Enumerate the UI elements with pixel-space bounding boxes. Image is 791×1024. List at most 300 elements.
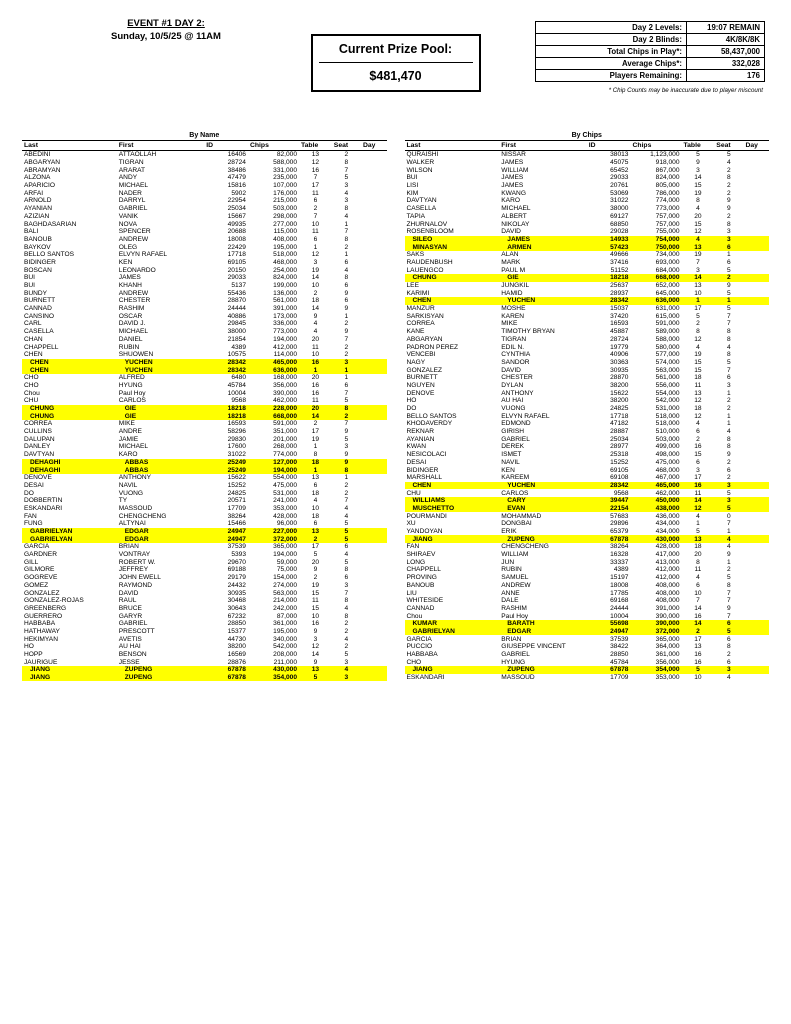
cell-day xyxy=(743,213,769,221)
cell-first: RAYMOND xyxy=(118,581,152,589)
cell-last: MANZUR xyxy=(406,305,435,313)
cell-chips: 556,000 xyxy=(655,381,680,389)
cell-day xyxy=(361,274,387,282)
cell-last: ARFAI xyxy=(24,189,44,197)
cell-seat: 7 xyxy=(344,228,349,236)
cell-table: 11 xyxy=(311,228,319,236)
cell-chips: 518,000 xyxy=(655,420,680,428)
table-row xyxy=(22,474,387,482)
cell-day xyxy=(361,489,387,497)
cell-last: DOBBERTIN xyxy=(24,497,63,505)
cell-chips: 364,000 xyxy=(655,643,680,651)
cell-day xyxy=(361,666,387,674)
cell-last: CHU xyxy=(406,489,421,497)
cell-day xyxy=(743,282,769,290)
cell-table: 7 xyxy=(313,174,318,182)
cell-chips: 417,000 xyxy=(655,551,680,559)
cell-id: 38264 xyxy=(227,512,246,520)
cell-chips: 450,000 xyxy=(630,497,681,505)
cell-day xyxy=(743,236,769,244)
cell-last: GABRIELYAN xyxy=(405,628,500,636)
cell-id: 24947 xyxy=(204,528,248,536)
cell-seat: 5 xyxy=(344,397,349,405)
table-row xyxy=(405,466,770,474)
cell-id: 16328 xyxy=(610,551,629,559)
table-row xyxy=(22,489,387,497)
table-row xyxy=(22,274,387,282)
cell-last: XU xyxy=(406,520,416,528)
cell-chips: 195,000 xyxy=(273,627,297,635)
cell-first: GARYR xyxy=(118,612,143,620)
cell-chips: 434,000 xyxy=(655,528,680,536)
cell-first: TIGRAN xyxy=(118,159,144,167)
cell-id: 38000 xyxy=(227,328,246,336)
cell-first: ANDY xyxy=(118,174,138,182)
cell-day xyxy=(743,574,769,582)
table-row xyxy=(405,166,770,174)
cell-id: 30935 xyxy=(610,366,629,374)
cell-last: WILSON xyxy=(406,166,433,174)
cell-id: 31022 xyxy=(610,197,629,205)
cell-seat: 4 xyxy=(344,189,349,197)
cell-chips: 390,000 xyxy=(273,389,297,397)
cell-day xyxy=(743,512,769,520)
cell-day xyxy=(361,605,387,613)
cell-last: GARCIA xyxy=(24,543,50,551)
table-row xyxy=(22,397,387,405)
cell-last: NAGY xyxy=(406,358,426,366)
cell-day xyxy=(361,497,387,505)
cell-chips: 636,000 xyxy=(630,297,681,305)
cell-chips: 412,000 xyxy=(655,574,680,582)
cell-last: CARL xyxy=(24,320,42,328)
table-row xyxy=(405,236,770,244)
table-row xyxy=(22,289,387,297)
event-title-line1: EVENT #1 DAY 2: xyxy=(127,18,205,29)
cell-seat: 3 xyxy=(714,666,743,674)
cell-seat: 6 xyxy=(344,282,349,290)
cell-table: 19 xyxy=(311,581,320,589)
info-value: 58,437,000 xyxy=(687,46,765,58)
cell-table: 16 xyxy=(311,166,320,174)
cell-seat: 2 xyxy=(332,412,361,420)
cell-chips: 408,000 xyxy=(655,581,680,589)
cell-table: 8 xyxy=(696,197,700,205)
cell-day xyxy=(361,213,387,221)
cell-chips: 430,000 xyxy=(630,535,681,543)
cell-table: 15 xyxy=(694,220,702,228)
cell-table: 10 xyxy=(311,282,320,290)
cell-last: NESICOLACI xyxy=(406,451,447,459)
cell-seat: 8 xyxy=(332,466,361,474)
cell-first: JAMES xyxy=(501,182,524,190)
cell-seat: 6 xyxy=(344,543,349,551)
info-label: Day 2 Levels: xyxy=(536,22,687,34)
cell-first: GABRIEL xyxy=(118,620,148,628)
cell-first: RAUL xyxy=(118,597,137,605)
cell-day xyxy=(361,628,387,636)
table-row xyxy=(405,220,770,228)
cell-seat: 7 xyxy=(727,312,731,320)
cell-id: 15197 xyxy=(610,574,629,582)
cell-first: DYLAN xyxy=(501,381,524,389)
cell-chips: 436,000 xyxy=(655,512,680,520)
cell-id: 55436 xyxy=(227,289,246,297)
cell-first: ERIK xyxy=(501,528,517,536)
cell-first: CHESTER xyxy=(118,297,151,305)
cell-last: VENCEBI xyxy=(406,351,436,359)
cell-table: 2 xyxy=(299,535,332,543)
cell-last: DO xyxy=(24,489,34,497)
cell-chips: 668,000 xyxy=(630,274,681,282)
cell-last: GARDNER xyxy=(24,551,57,559)
cell-last: GOMEZ xyxy=(24,581,49,589)
cell-first: SANDOR xyxy=(501,358,530,366)
cell-last: BOSCAN xyxy=(24,266,52,274)
cell-first: GIE xyxy=(117,412,204,420)
cell-day xyxy=(743,451,769,459)
cell-first: KAREEM xyxy=(501,474,530,482)
cell-id: 17600 xyxy=(227,443,246,451)
table-row xyxy=(405,374,770,382)
table-row xyxy=(22,620,387,628)
cell-last: WILLIAMS xyxy=(405,497,500,505)
event-title-line2: Sunday, 10/5/25 @ 11AM xyxy=(111,30,221,42)
cell-id: 38486 xyxy=(227,166,246,174)
cell-id: 31022 xyxy=(227,451,246,459)
table-row xyxy=(22,266,387,274)
cell-seat: 8 xyxy=(727,435,731,443)
cell-first: JAMES xyxy=(499,236,586,244)
table-row xyxy=(405,451,770,459)
cell-day xyxy=(361,528,387,536)
cell-day xyxy=(361,428,387,436)
cell-id: 25637 xyxy=(610,282,629,290)
cell-table: 3 xyxy=(696,166,700,174)
cell-last: BUI xyxy=(406,174,418,182)
cell-seat: 9 xyxy=(344,328,349,336)
cell-chips: 615,000 xyxy=(655,312,680,320)
cell-id: 37420 xyxy=(610,312,629,320)
table-row xyxy=(405,282,770,290)
cell-last: KHODAVERDY xyxy=(406,420,453,428)
cell-last: BUI xyxy=(24,274,35,282)
cell-first: ZUPENG xyxy=(499,535,586,543)
cell-chips: 468,000 xyxy=(655,466,680,474)
cell-seat: 9 xyxy=(727,205,731,213)
cell-table: 8 xyxy=(696,558,700,566)
cell-last: PROVING xyxy=(406,574,437,582)
cell-last: GONZALEZ-ROJAS xyxy=(24,597,84,605)
cell-table: 20 xyxy=(694,212,702,220)
cell-last: CHU xyxy=(24,397,39,405)
cell-day xyxy=(361,151,387,159)
cell-chips: 201,000 xyxy=(273,435,297,443)
cell-last: CHAN xyxy=(24,335,43,343)
cell-day xyxy=(743,482,769,490)
cell-last: MARSHALL xyxy=(406,474,443,482)
cell-id: 22154 xyxy=(587,505,631,513)
cell-day xyxy=(361,459,387,467)
cell-last: GUERRERO xyxy=(24,612,63,620)
cell-day xyxy=(743,274,769,282)
cell-first: ISMET xyxy=(501,451,522,459)
cell-last: ABRAMYAN xyxy=(24,166,61,174)
table-row xyxy=(22,605,387,613)
cell-id: 28342 xyxy=(204,366,248,374)
cell-table: 10 xyxy=(311,220,320,228)
cell-id: 29845 xyxy=(227,320,246,328)
cell-chips: 561,000 xyxy=(655,374,680,382)
table-row xyxy=(22,528,387,536)
cell-last: DENOVE xyxy=(406,389,435,397)
cell-seat: 2 xyxy=(727,189,731,197)
cell-table: 14 xyxy=(694,604,702,612)
table-row xyxy=(405,197,770,205)
cell-chips: 428,000 xyxy=(273,512,297,520)
cell-last: ROSENBLOOM xyxy=(406,228,454,236)
cell-seat: 1 xyxy=(332,366,361,374)
cell-last: CANNAD xyxy=(24,305,52,313)
cell-chips: 87,000 xyxy=(276,612,297,620)
cell-id: 65379 xyxy=(610,528,629,536)
cell-id: 17718 xyxy=(227,251,246,259)
cell-id: 21854 xyxy=(227,335,246,343)
cell-first: MIKE xyxy=(118,420,135,428)
cell-table: 6 xyxy=(696,428,700,436)
cell-id: 29830 xyxy=(227,435,246,443)
cell-chips: 242,000 xyxy=(273,604,297,612)
table-row xyxy=(405,666,770,674)
cell-day xyxy=(743,474,769,482)
cell-first: VONTRAY xyxy=(118,551,151,559)
cell-seat: 1 xyxy=(727,251,731,259)
table-row xyxy=(405,658,770,666)
cell-last: DEHAGHI xyxy=(22,466,117,474)
cell-id: 5137 xyxy=(231,282,246,290)
cell-chips: 215,000 xyxy=(273,197,297,205)
info-row-average-chips xyxy=(536,58,765,70)
cell-seat: 1 xyxy=(714,297,743,305)
cell-chips: 340,000 xyxy=(273,635,297,643)
cell-day xyxy=(361,520,387,528)
table-row xyxy=(22,628,387,636)
cell-day xyxy=(361,482,387,490)
cell-last: KWAN xyxy=(406,443,427,451)
cell-first: JUN xyxy=(501,558,515,566)
info-label: Players Remaining: xyxy=(536,70,687,82)
cell-first: MOSHE xyxy=(501,305,526,313)
cell-day xyxy=(743,674,769,682)
table-row xyxy=(405,405,770,413)
cell-id: 38200 xyxy=(227,643,246,651)
cell-last: YANDOYAN xyxy=(406,528,443,536)
cell-day xyxy=(743,428,769,436)
cell-table: 13 xyxy=(694,389,702,397)
table-row xyxy=(405,151,770,159)
cell-first: SPENCER xyxy=(118,228,151,236)
cell-chips: 176,000 xyxy=(273,189,297,197)
cell-chips: 82,000 xyxy=(276,151,297,159)
cell-first: NISSAR xyxy=(501,151,526,159)
header-day: Day xyxy=(361,141,387,151)
table-row xyxy=(405,435,770,443)
cell-table: 14 xyxy=(682,497,715,505)
cell-chips: 365,000 xyxy=(655,635,680,643)
table-row xyxy=(22,182,387,190)
cell-chips: 430,000 xyxy=(248,666,299,674)
cell-last: LISI xyxy=(406,182,419,190)
cell-day xyxy=(361,582,387,590)
cell-day xyxy=(743,182,769,190)
cell-table: 5 xyxy=(313,551,318,559)
cell-day xyxy=(743,336,769,344)
cell-day xyxy=(361,351,387,359)
cell-last: BIDINGER xyxy=(24,258,56,266)
cell-day xyxy=(743,297,769,305)
cell-chips: 194,000 xyxy=(273,335,297,343)
cell-seat: 9 xyxy=(727,197,731,205)
table-row xyxy=(405,412,770,420)
table-row xyxy=(405,482,770,490)
cell-day xyxy=(361,305,387,313)
cell-first: ATTAOLLAH xyxy=(118,151,157,159)
cell-day xyxy=(361,412,387,420)
cell-last: BELLO SANTOS xyxy=(406,412,457,420)
table-row xyxy=(405,428,770,436)
table-row xyxy=(22,197,387,205)
cell-chips: 331,000 xyxy=(273,166,297,174)
cell-seat: 8 xyxy=(727,174,731,182)
cell-id: 47182 xyxy=(610,420,629,428)
cell-day xyxy=(743,220,769,228)
cell-first: BRIAN xyxy=(501,635,522,643)
by-name-column xyxy=(22,132,387,681)
cell-day xyxy=(361,289,387,297)
cell-seat: 8 xyxy=(344,612,349,620)
cell-id: 25034 xyxy=(227,205,246,213)
cell-first: ALBERT xyxy=(501,212,527,220)
cell-table: 2 xyxy=(696,320,700,328)
cell-id: 28724 xyxy=(610,335,629,343)
cell-day xyxy=(743,582,769,590)
cell-seat: 3 xyxy=(727,381,731,389)
by-name-body xyxy=(22,151,387,682)
cell-last: HOPP xyxy=(24,651,43,659)
cell-table: 2 xyxy=(313,205,318,213)
cell-day xyxy=(743,466,769,474)
table-row xyxy=(22,658,387,666)
cell-day xyxy=(743,443,769,451)
cell-chips: 208,000 xyxy=(273,651,297,659)
cell-chips: 107,000 xyxy=(273,182,297,190)
cell-id: 49666 xyxy=(610,251,629,259)
cell-first: SHUOWEN xyxy=(118,351,154,359)
cell-day xyxy=(361,612,387,620)
cell-first: GABRIEL xyxy=(118,205,148,213)
table-row xyxy=(22,389,387,397)
cell-table: 19 xyxy=(694,351,702,359)
cell-first: YUCHEN xyxy=(117,366,204,374)
table-row xyxy=(22,220,387,228)
cell-chips: 773,000 xyxy=(273,328,297,336)
cell-seat: 6 xyxy=(727,374,731,382)
cell-seat: 4 xyxy=(344,512,349,520)
cell-last: ARNOLD xyxy=(24,197,52,205)
table-row xyxy=(22,428,387,436)
table-row xyxy=(22,251,387,259)
chip-count-disclaimer: * Chip Counts may be inaccurate due to player miscount xyxy=(608,87,763,94)
table-row xyxy=(22,359,387,367)
info-value: 176 xyxy=(687,70,765,82)
cell-seat: 2 xyxy=(727,474,731,482)
cell-chips: 390,000 xyxy=(655,612,680,620)
cell-seat: 5 xyxy=(344,174,349,182)
cell-id: 16593 xyxy=(227,420,246,428)
cell-id: 57423 xyxy=(587,243,631,251)
cell-id: 22954 xyxy=(227,197,246,205)
cell-table: 13 xyxy=(682,535,715,543)
cell-seat: 0 xyxy=(727,512,731,520)
table-row xyxy=(405,674,770,682)
cell-first: KHANH xyxy=(118,282,142,290)
cell-first: BENSON xyxy=(118,651,147,659)
cell-id: 37416 xyxy=(610,258,629,266)
cell-first: JAMES xyxy=(501,174,524,182)
cell-last: GILMORE xyxy=(24,566,55,574)
cell-first: MARK xyxy=(501,258,521,266)
table-row xyxy=(22,236,387,244)
cell-seat: 6 xyxy=(727,635,731,643)
cell-day xyxy=(743,312,769,320)
cell-first: JAMES xyxy=(118,274,141,282)
cell-table: 4 xyxy=(313,497,318,505)
table-row xyxy=(405,551,770,559)
cell-last: POURMANDI xyxy=(406,512,447,520)
cell-chips: 351,000 xyxy=(273,428,297,436)
cell-day xyxy=(361,382,387,390)
cell-seat: 5 xyxy=(727,489,731,497)
info-value: 332,028 xyxy=(687,58,765,70)
cell-seat: 7 xyxy=(344,589,349,597)
cell-id: 4389 xyxy=(231,343,246,351)
cell-first: ANNE xyxy=(501,589,520,597)
cell-chips: 468,000 xyxy=(273,258,297,266)
table-row xyxy=(22,612,387,620)
cell-first: ROBERT W. xyxy=(118,558,156,566)
cell-day xyxy=(743,543,769,551)
cell-seat: 6 xyxy=(727,258,731,266)
cell-last: PADRON PEREZ xyxy=(406,343,459,351)
table-row xyxy=(22,351,387,359)
cell-day xyxy=(361,474,387,482)
cell-table: 12 xyxy=(694,228,702,236)
cell-table: 5 xyxy=(696,528,700,536)
cell-last: HO xyxy=(24,643,34,651)
cell-id: 38000 xyxy=(610,205,629,213)
cell-seat: 8 xyxy=(344,205,349,213)
table-row xyxy=(22,551,387,559)
cell-chips: 755,000 xyxy=(655,228,680,236)
cell-chips: 96,000 xyxy=(276,520,297,528)
cell-table: 12 xyxy=(694,397,702,405)
cell-id: 28937 xyxy=(610,289,629,297)
cell-chips: 750,000 xyxy=(630,243,681,251)
cell-day xyxy=(743,197,769,205)
cell-table: 17 xyxy=(694,474,702,482)
cell-seat: 6 xyxy=(727,658,731,666)
player-lists xyxy=(12,132,779,681)
